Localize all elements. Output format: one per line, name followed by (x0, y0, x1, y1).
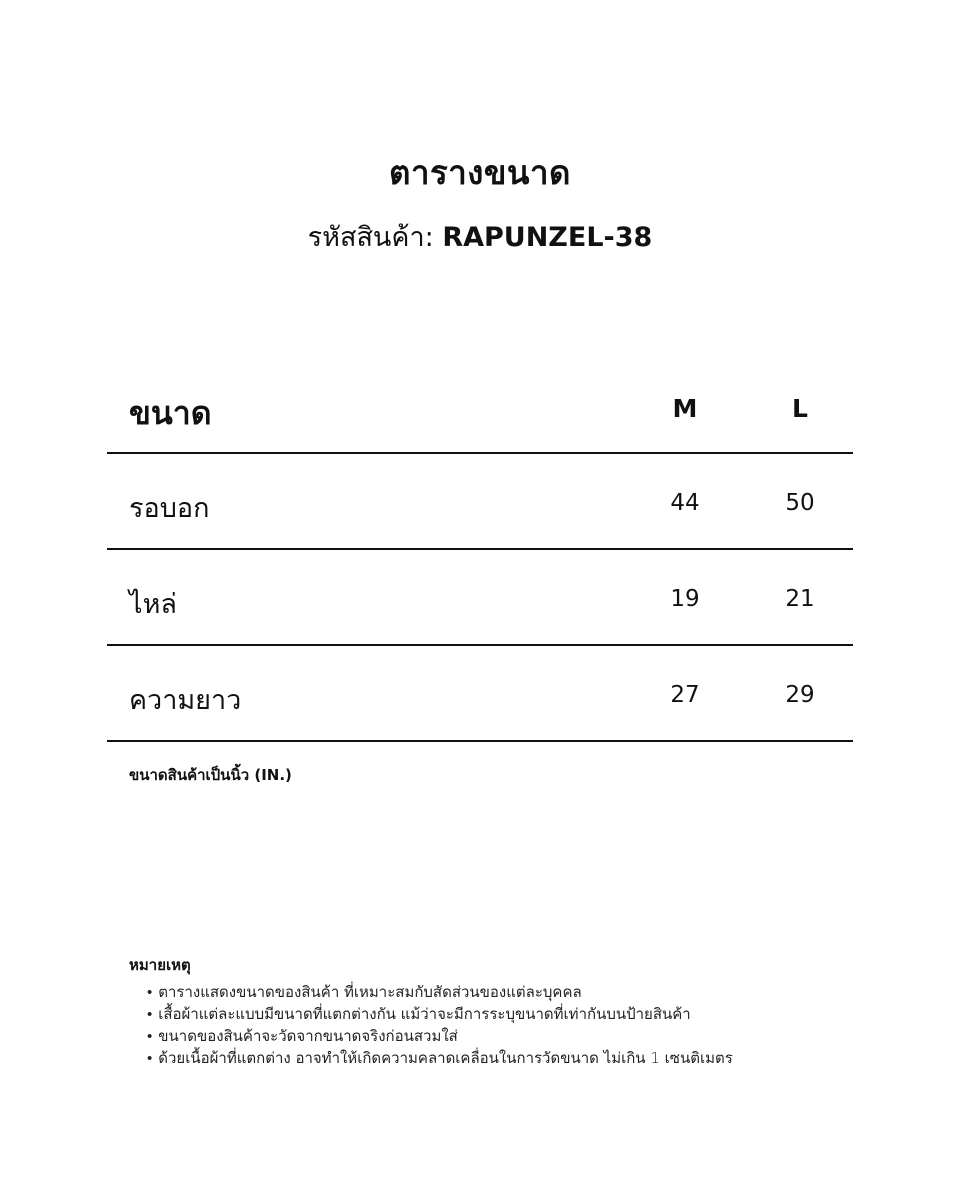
remarks-list (147, 981, 733, 1069)
product-code-label: รหัสสินค้า: (307, 222, 434, 253)
cell-length-m: 27 (670, 682, 700, 708)
column-header-m: M (672, 394, 698, 423)
product-code: RAPUNZEL-38 (442, 222, 653, 253)
column-header-size: ขนาด (129, 394, 212, 432)
list-item: • เสื้อผ้าแต่ละแบบมีขนาดที่แตกต่างกัน แม้ว่าจะมีการระบุขนาดที่เท่ากันบนป้ายสินค้า (147, 1003, 733, 1025)
remarks-section (129, 953, 733, 1069)
row-label-length: ความยาว (129, 685, 242, 716)
table-row (107, 550, 853, 646)
cell-shoulder-m: 19 (670, 586, 700, 612)
column-header-l: L (792, 394, 808, 423)
cell-chest-m: 44 (670, 490, 700, 516)
list-item: • ด้วยเนื้อผ้าที่แตกต่าง อาจทำให้เกิดความคลาดเคลื่อนในการวัดขนาด ไม่เกิน 1 เซนติเมตร (147, 1047, 733, 1069)
cell-chest-l: 50 (785, 490, 815, 516)
list-item: • ตารางแสดงขนาดของสินค้า ที่เหมาะสมกับสัดส่วนของแต่ละบุคคล (147, 981, 733, 1003)
row-label-chest: รอบอก (129, 493, 210, 524)
page-title: ตารางขนาด (389, 153, 571, 192)
size-table (107, 380, 853, 742)
table-header-row (107, 380, 853, 454)
row-label-shoulder: ไหล่ (129, 589, 177, 620)
remarks-title: หมายเหตุ (129, 956, 191, 974)
unit-note: ขนาดสินค้าเป็นนิ้ว (IN.) (129, 766, 292, 784)
product-code-line (0, 215, 960, 258)
table-row (107, 646, 853, 742)
table-row (107, 454, 853, 550)
cell-length-l: 29 (785, 682, 815, 708)
list-item: • ขนาดของสินค้าจะวัดจากขนาดจริงก่อนสวมใส่ (147, 1025, 733, 1047)
cell-shoulder-l: 21 (785, 586, 815, 612)
